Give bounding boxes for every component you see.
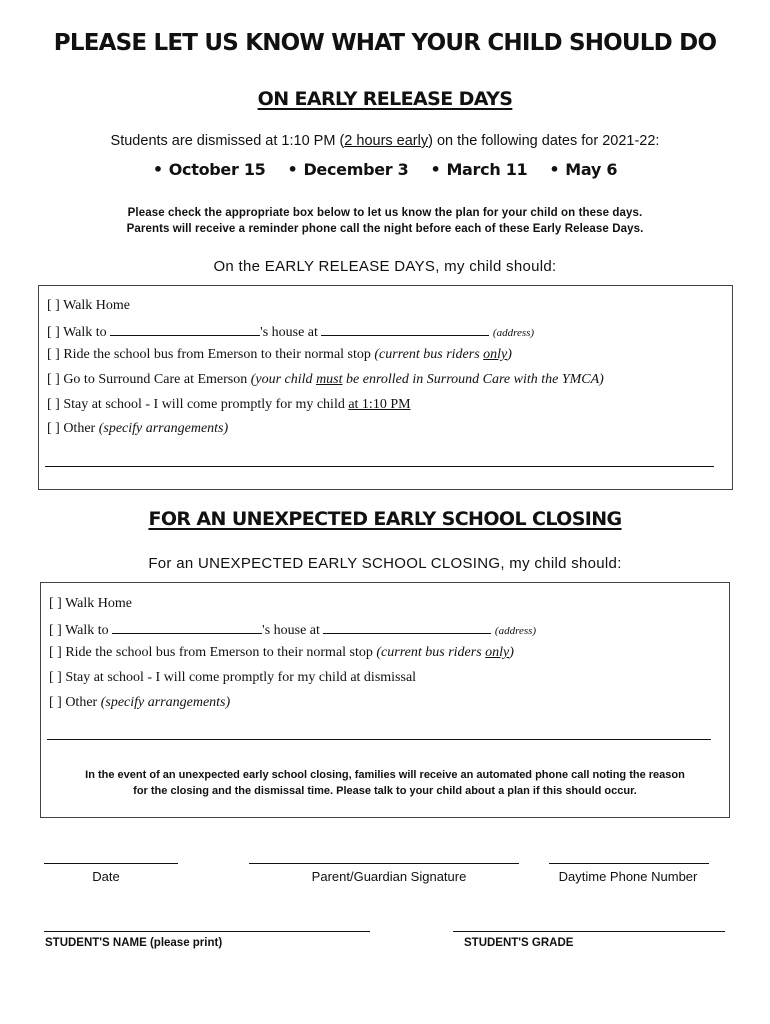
page-title: PLEASE LET US KNOW WHAT YOUR CHILD SHOULD DO (53, 30, 717, 56)
page-subtitle: ON EARLY RELEASE DAYS (257, 88, 513, 110)
unexpected-options-box (40, 582, 730, 818)
phone-label: Daytime Phone Number (558, 869, 698, 884)
parent-signature-line[interactable] (249, 863, 519, 864)
option-surround-care[interactable]: [ ] Go to Surround Care at Emerson (your child must be enrolled in Surround Care with the YMCA) (47, 372, 604, 387)
address-field[interactable] (321, 323, 489, 336)
option-walk-home[interactable]: [ ] Walk Home (49, 596, 132, 611)
friend-name-field[interactable] (112, 621, 262, 634)
early-release-options-box (38, 285, 733, 490)
instructions: Please check the appropriate box below to let us know the plan for your child on these days. Parents will receive a reminder phone call the night before each of these Early Release Days. (126, 207, 644, 235)
dismissal-info: Students are dismissed at 1:10 PM (2 hours early) on the following dates for 2021-22: (110, 133, 660, 149)
option-walk-to[interactable]: [ ] Walk to 's house at (address) (49, 623, 537, 638)
option-stay-at-school[interactable]: [ ] Stay at school - I will come promptly for my child at 1:10 PM (47, 397, 411, 412)
student-name-label: STUDENT'S NAME (please print) (45, 937, 223, 949)
release-date: • October 15 (153, 160, 266, 179)
option-other[interactable]: [ ] Other (specify arrangements) (49, 695, 231, 710)
friend-name-field[interactable] (110, 323, 260, 336)
option-bus[interactable]: [ ] Ride the school bus from Emerson to their normal stop (current bus riders only) (47, 347, 512, 362)
closing-notice: In the event of an unexpected early school closing, families will receive an automated phone call noting the reason for the closing and the dismissal time. Please talk to your child about a plan if this should occur. (85, 769, 685, 797)
option-walk-home[interactable]: [ ] Walk Home (47, 298, 130, 313)
student-grade-label: STUDENT'S GRADE (464, 937, 574, 949)
student-grade-line[interactable] (453, 931, 725, 932)
unexpected-heading: For an UNEXPECTED EARLY SCHOOL CLOSING, my child should: (148, 555, 622, 572)
section-title-unexpected: FOR AN UNEXPECTED EARLY SCHOOL CLOSING (148, 508, 622, 530)
option-other[interactable]: [ ] Other (specify arrangements) (47, 421, 229, 436)
early-release-heading: On the EARLY RELEASE DAYS, my child should: (213, 258, 557, 275)
option-bus[interactable]: [ ] Ride the school bus from Emerson to their normal stop (current bus riders only) (49, 645, 514, 660)
date-line[interactable] (44, 863, 178, 864)
other-arrangements-line[interactable] (47, 739, 711, 740)
release-dates (0, 160, 770, 179)
option-stay-at-school[interactable]: [ ] Stay at school - I will come promptly for my child at dismissal (49, 670, 417, 685)
release-date: • May 6 (549, 160, 617, 179)
date-label: Date (92, 869, 120, 884)
student-name-line[interactable] (44, 931, 370, 932)
release-date: • December 3 (288, 160, 409, 179)
other-arrangements-line[interactable] (45, 466, 714, 467)
parent-signature-label: Parent/Guardian Signature (311, 869, 467, 884)
option-walk-to[interactable]: [ ] Walk to 's house at (address) (47, 325, 535, 340)
phone-line[interactable] (549, 863, 709, 864)
address-field[interactable] (323, 621, 491, 634)
release-date: • March 11 (431, 160, 528, 179)
